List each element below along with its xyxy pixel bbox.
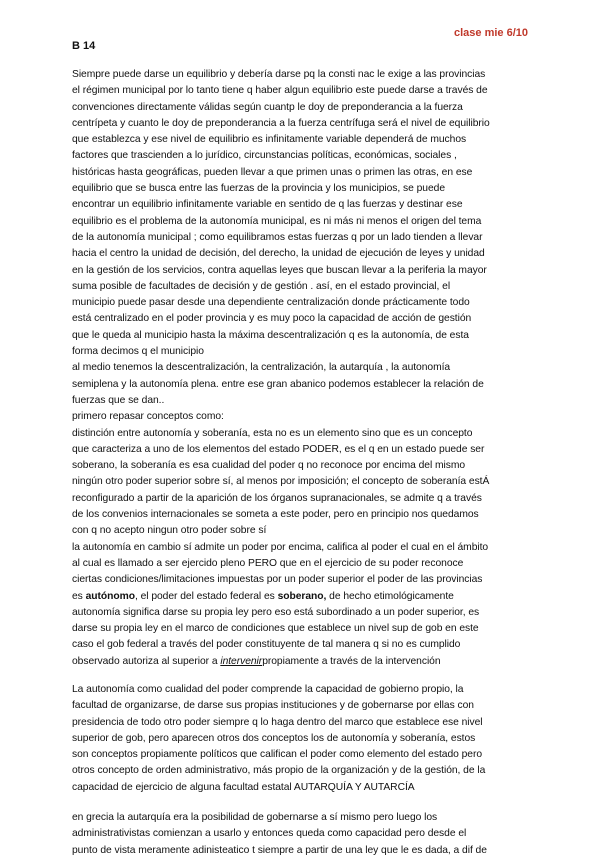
text-line: caso el gob federal a través del poder constituyente de tal manera q si no es cumplido xyxy=(72,639,461,651)
emphasized-term-intervenir: intervenir xyxy=(220,655,263,667)
text-line: capacidad de ejercicio de alguna facultad estatal AUTARQUÍA Y AUTARCÍA xyxy=(72,781,415,793)
text-line: que caracteriza a uno de los elementos del estado PODER, es el q en un estado puede ser xyxy=(72,443,485,455)
text-line: reconfigurado a partir de la aparición de los órganos supranacionales, se admite q a través xyxy=(72,492,482,504)
text-line: La autonomía como cualidad del poder comprende la capacidad de gobierno propio, la xyxy=(72,683,464,695)
text-fragment: de hecho etimológicamente xyxy=(326,590,454,602)
text-line: Siempre puede darse un equilibrio y debería darse pq la consti nac le exige a las provincias xyxy=(72,69,486,80)
document-code: B 14 xyxy=(72,40,96,52)
bold-term-soberano: soberano, xyxy=(277,590,327,602)
text-line: está centralizado en el poder provincia y es muy poco la capacidad de acción de gestión xyxy=(72,313,472,325)
text-fragment: es xyxy=(72,590,86,602)
text-line: convenciones directamente válidas según cuantp le doy de preponderancia a la fuerza xyxy=(72,101,463,113)
text-line: semiplena y la autonomía plena. entre ese gran abanico podemos establecer la relación de xyxy=(72,378,484,390)
text-line: equilibrio que se busca entre las fuerzas de la provincia y los municipios, se puede xyxy=(72,183,445,195)
text-line: administrativistas comienzan a usarlo y entonces queda como capacidad pero desde el xyxy=(72,828,467,840)
text-line-autonomo xyxy=(72,589,532,605)
text-line: con q no acepto ningun otro poder sobre sí xyxy=(72,525,267,537)
text-line: históricas hasta geográficas, pueden llevar a que primen unas o primen las otras, en ese xyxy=(72,166,473,178)
text-line: al cual es llamado a ser ejercido pleno PERO que en el ejercicio de su poder reconoce xyxy=(72,557,464,569)
text-line: punto de vista meramente adinisteatico t siempre a partir de una ley que le es dada, a dif de xyxy=(72,844,487,856)
paragraph-spacer xyxy=(72,670,532,682)
paragraph-spacer xyxy=(72,796,532,810)
text-line: la autonomía en cambio sí admite un poder por encima, califica al poder el cual en el ámbito xyxy=(72,541,489,553)
text-line: otros concepto de orden administrativo, más propio de la organización y de la gestión, de la xyxy=(72,765,486,777)
text-line: ningún otro poder superior sobre sí, al menos por imposición; el concepto de soberanía estÁ xyxy=(72,476,490,488)
text-line: presidencia de todo otro poder siempre q lo haga dentro del marco que establece ese nivel xyxy=(72,716,483,728)
text-line: darse su propia ley en el marco de condiciones que establece un nivel sup de gob en este xyxy=(72,623,479,635)
text-fragment: , el poder del estado federal es xyxy=(134,590,278,602)
text-line: ciertas condiciones/limitaciones impuestas por un poder superior el poder de las provincias xyxy=(72,574,483,586)
text-line: fuerzas que se dan.. xyxy=(72,394,165,406)
text-line: que establezca y ese nivel de equilibrio es infinitamente variable dependerá de muchos xyxy=(72,134,467,146)
text-line: municipio puede pasar desde una dependiente centralización donde prácticamente todo xyxy=(72,297,470,309)
text-line: suma posible de facultades de decisión y de gestión . así, en el estado provincial, el xyxy=(72,280,451,292)
text-line: el régimen municipal por lo tanto tiene q haber algun equilibrio este puede darse a través de xyxy=(72,85,488,97)
text-line-intervenir xyxy=(72,654,532,670)
text-fragment: propiamente a través de la intervención xyxy=(262,655,441,667)
text-line: son conceptos propiamente políticos que califican el poder como elemento del estado pero xyxy=(72,749,483,761)
text-line: encontrar un equilibrio infinitamente variable en sentido de q las fuerzas y destinar ese xyxy=(72,199,463,211)
document-body xyxy=(72,67,532,859)
class-date-label: clase mie 6/10 xyxy=(453,27,528,39)
text-line: facultad de organizarse, de darse sus propias instituciones y de gobernarse por ellas con xyxy=(72,700,474,712)
paragraph-3 xyxy=(72,810,532,859)
text-line: al medio tenemos la descentralización, la centralización, la autarquía , la autonomía xyxy=(72,362,451,374)
bold-term-autonomo: autónomo xyxy=(85,590,135,602)
text-line: hacia el centro la unidad de decisión, del derecho, la unidad de ejecución de leyes y unidad xyxy=(72,248,485,260)
text-line: centrípeta y cuanto le doy de preponderancia a la fuerza centrífuga será el nivel de equilibrio xyxy=(72,117,490,129)
text-line: en grecia la autarquía era la posibilidad de gobernarse a sí mismo pero luego los xyxy=(72,812,438,824)
paragraph-1 xyxy=(72,67,532,670)
text-line: factores que trascienden a lo jurídico, circunstancias políticas, económicas, sociales , xyxy=(72,150,457,162)
text-line: primero repasar conceptos como: xyxy=(72,411,224,423)
text-line: autonomía significa darse su propia ley pero eso está subordinado a un poder superior, es xyxy=(72,606,480,618)
text-line: de los convenios internacionales se someta a este poder, pero en principio nos quedamos xyxy=(72,509,479,521)
text-line: distinción entre autonomía y soberanía, esta no es un elemento sino que es un concepto xyxy=(72,427,473,439)
text-line: soberano, la soberanía es esa cualidad del poder q no reconoce por encima del mismo xyxy=(72,460,466,472)
text-line: de la autonomía municipal ; como equilibramos estas fuerzas q por un lado tienden a llevar xyxy=(72,231,483,243)
text-line: en la gestión de los servicios, contra aquellas leyes que buscan llevar a la periferia la mayor xyxy=(72,264,487,276)
text-line: forma decimos q el municipio xyxy=(72,346,204,358)
text-fragment: observado autoriza al superior a xyxy=(72,655,221,667)
text-line: que le queda al municipio hasta la máxima descentralización q es la autonomía, de esta xyxy=(72,329,469,341)
paragraph-2 xyxy=(72,682,532,796)
text-line: superior de gob, pero aparecen otros dos conceptos los de autonomía y soberanía, estos xyxy=(72,732,476,744)
text-line: equilibrio es el problema de la autonomía municipal, es ni más ni menos el origen del tema xyxy=(72,215,482,227)
